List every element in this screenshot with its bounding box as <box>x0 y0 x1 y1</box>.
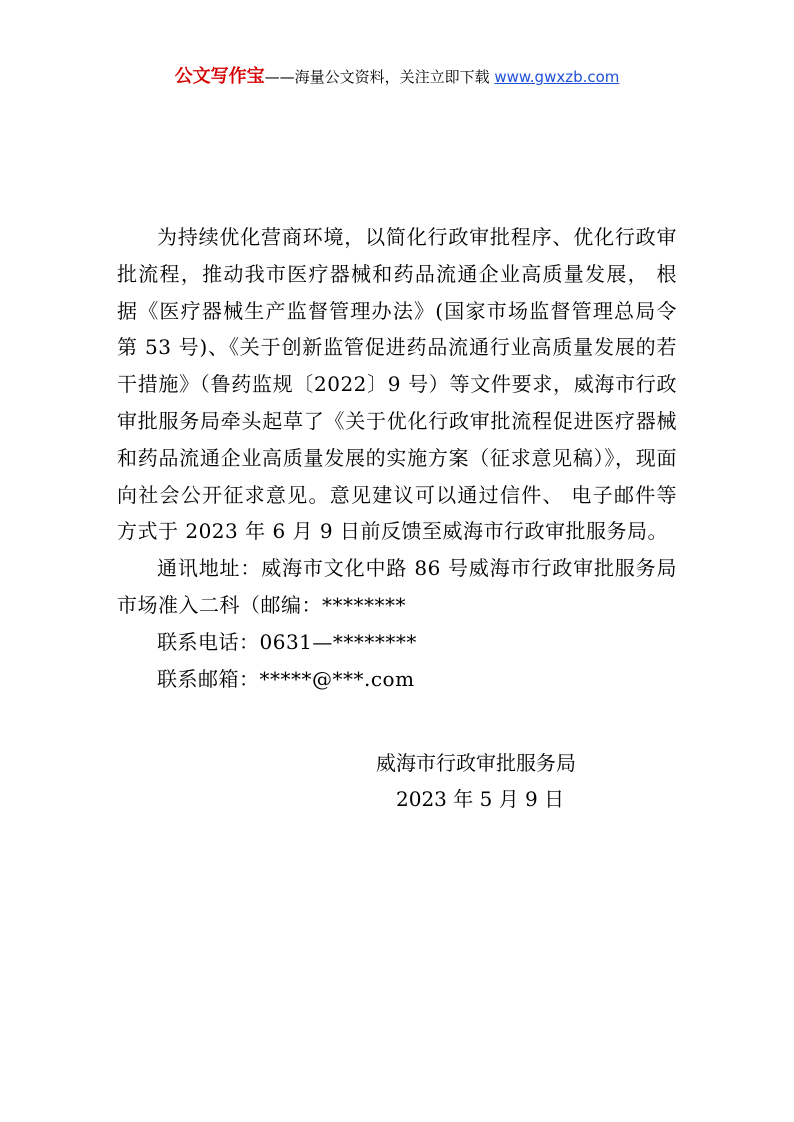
website-link[interactable]: www.gwxzb.com <box>494 68 620 86</box>
document-header <box>0 64 794 90</box>
document-body <box>117 219 677 697</box>
contact-phone: 联系电话：0631—******** <box>157 629 417 654</box>
contact-email: 联系邮箱：*****@***.com <box>157 666 415 691</box>
contact-address: 通讯地址：威海市文化中路 86 号威海市行政审批服务局市场准入二科（邮编：******** <box>117 556 677 617</box>
main-paragraph: 为持续优化营商环境，以简化行政审批程序、优化行政审批流程，推动我市医疗器械和药品流通企业高质量发展， 根据《医疗器械生产监督管理办法》(国家市场监督管理总局令第 53 号)、《关于创新监管促进药品流通行业高质量发展的若干措施》（鲁药监规〔2022〕9 号）等文件要求，威海市行政审批服务局牵头起草了《关于优化行政审批流程促进医疗器械和药品流通企业高质量发展的实施方案（征求意见稿）》，现面向社会公开征求意见。意见建议可以通过信件、 电子邮件等方式于 2023 年 6 月 9 日前反馈至威海市行政审批服务局。 <box>117 225 677 544</box>
signature-organization: 威海市行政审批服务局 <box>376 751 576 775</box>
signature-block <box>376 745 576 817</box>
brand-name: 公文写作宝 <box>174 66 265 87</box>
signature-date: 2023 年 5 月 9 日 <box>396 787 565 811</box>
header-tagline: ——海量公文资料，关注立即下载 <box>264 68 495 86</box>
